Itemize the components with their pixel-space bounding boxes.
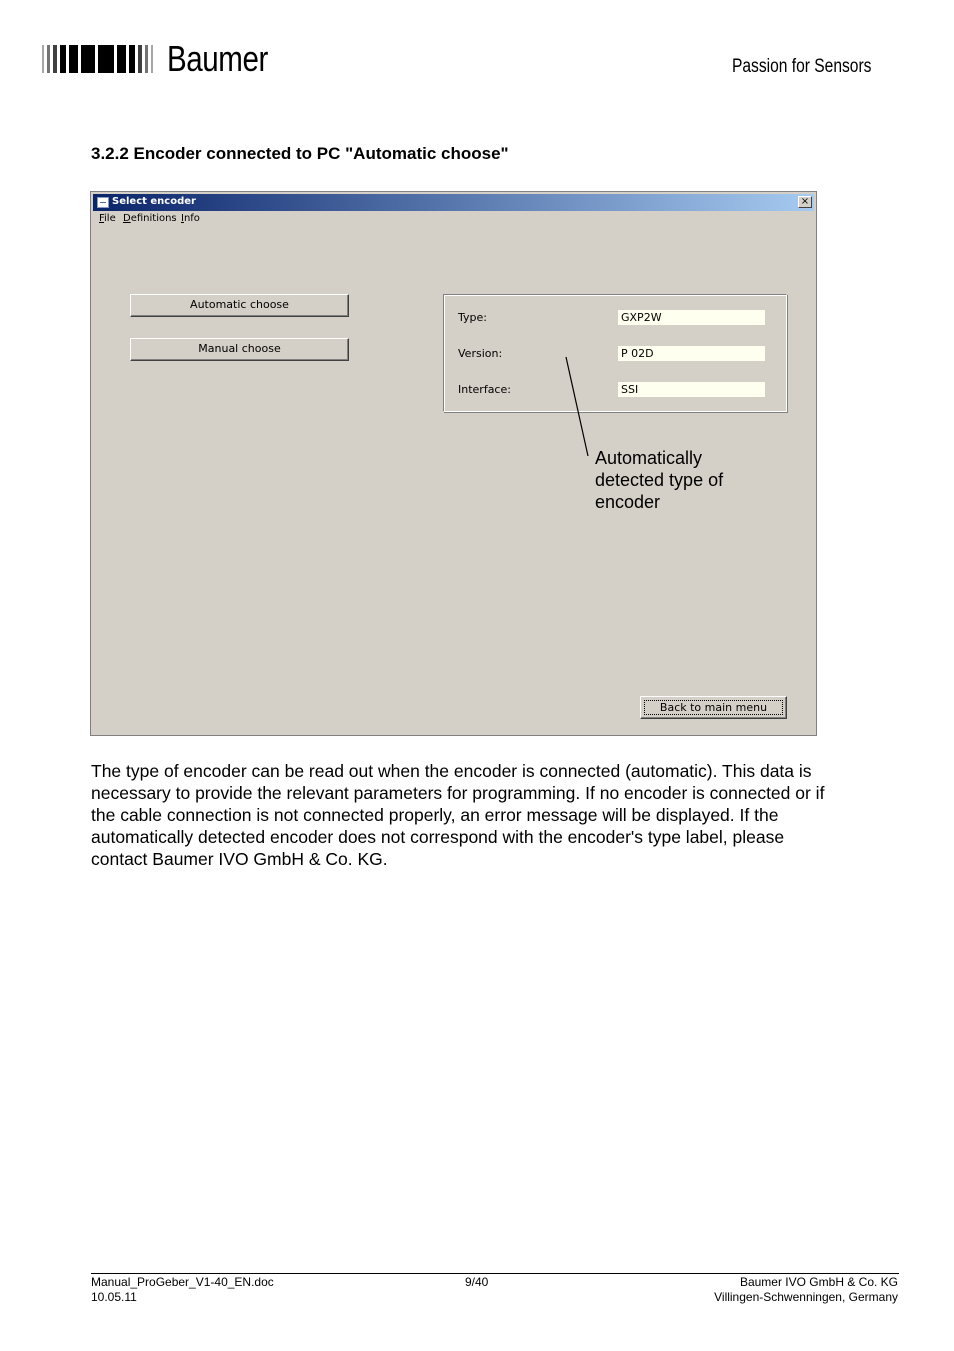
tagline: Passion for Sensors <box>732 56 872 77</box>
close-button[interactable]: × <box>798 196 812 208</box>
type-value: GXP2W <box>618 310 765 325</box>
automatic-choose-button[interactable]: Automatic choose <box>130 294 349 317</box>
brand-name: Baumer <box>167 38 268 79</box>
footer-company: Baumer IVO GmbH & Co. KG <box>739 1275 898 1289</box>
body-line: the cable connection is not connected properly, an error message will be displayed. If the <box>91 805 779 825</box>
version-label: Version: <box>458 347 503 360</box>
footer-page-number: 9/40 <box>465 1275 489 1289</box>
interface-value: SSI <box>618 382 765 397</box>
annotation-line: encoder <box>595 492 661 512</box>
menu-file[interactable]: File <box>99 213 116 224</box>
footer-divider <box>91 1273 899 1274</box>
body-line: contact Baumer IVO GmbH & Co. KG. <box>91 849 388 869</box>
version-value: P 02D <box>618 346 765 361</box>
menu-definitions[interactable]: Definitions <box>123 213 177 224</box>
back-button-label: Back to main menu <box>644 700 783 715</box>
menu-info[interactable]: Info <box>181 213 200 224</box>
footer-date: 10.05.11 <box>91 1290 137 1304</box>
interface-label: Interface: <box>458 383 511 396</box>
manual-choose-button[interactable]: Manual choose <box>130 338 349 361</box>
encoder-info-group <box>443 294 787 412</box>
baumer-logo <box>42 38 290 79</box>
window-title: Select encoder <box>112 196 196 207</box>
app-icon <box>97 197 109 208</box>
annotation-text <box>595 447 775 513</box>
type-label: Type: <box>458 311 487 324</box>
body-line: The type of encoder can be read out when the encoder is connected (automatic). This data is <box>91 761 812 781</box>
body-line: automatically detected encoder does not correspond with the encoder's type label, please <box>91 827 785 847</box>
body-line: necessary to provide the relevant parameters for programming. If no encoder is connected or if <box>91 783 825 803</box>
annotation-line: detected type of <box>595 470 724 490</box>
annotation-line: Automatically <box>595 448 703 468</box>
footer-location: Villingen-Schwenningen, Germany <box>714 1290 898 1304</box>
title-bar[interactable] <box>93 194 814 211</box>
footer-doc-name: Manual_ProGeber_V1-40_EN.doc <box>91 1275 274 1289</box>
body-paragraph <box>91 760 911 870</box>
logo-mark-icon <box>42 45 153 73</box>
section-title: 3.2.2 Encoder connected to PC "Automatic choose" <box>91 144 509 163</box>
back-to-main-menu-button[interactable] <box>640 696 787 719</box>
